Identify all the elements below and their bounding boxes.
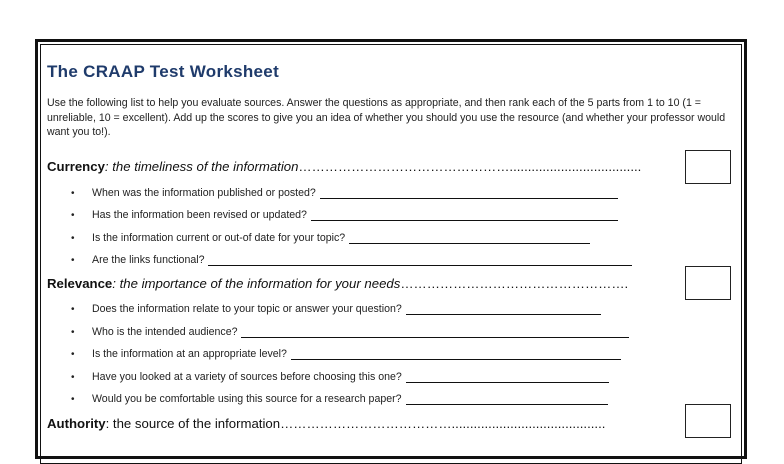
question-row [71,348,621,360]
section-leader-dots: ………………………………………….................................... [298,159,642,174]
answer-line[interactable] [406,396,608,405]
bullet-icon: • [71,255,75,266]
question-row [71,254,632,266]
bullet-icon: • [71,304,75,315]
question-text: Has the information been revised or updated? [92,209,307,221]
worksheet-instructions: Use the following list to help you evaluate sources. Answer the questions as appropriate, and then rank each of the 5 parts from 1 to 10 (1 = unreliable, 10 = excellent). Add up the scores to give you an idea of whether you should you use the resource (and whether your professor would want you to!). [47,97,726,138]
question-row [71,371,609,383]
bullet-icon: • [71,372,75,383]
answer-line[interactable] [406,306,601,315]
question-row [71,303,601,315]
section-leader-dots: ……………………………………………. [400,276,629,291]
answer-line[interactable] [291,351,621,360]
answer-line[interactable] [208,257,632,266]
question-text: Are the links functional? [92,254,205,266]
question-text: Is the information at an appropriate level? [92,348,287,360]
bullet-icon: • [71,210,75,221]
section-name: Authority [47,416,106,431]
question-text: Would you be comfortable using this source for a research paper? [92,393,402,405]
bullet-icon: • [71,327,75,338]
answer-line[interactable] [311,212,618,221]
question-text: Who is the intended audience? [92,326,238,338]
section-heading-authority [47,416,605,431]
bullet-icon: • [71,233,75,244]
answer-line[interactable] [320,190,618,199]
question-row [71,232,590,244]
question-row [71,187,618,199]
score-box-currency[interactable] [685,150,731,184]
question-text: Does the information relate to your topic or answer your question? [92,303,402,315]
answer-line[interactable] [406,374,609,383]
bullet-icon: • [71,188,75,199]
bullet-icon: • [71,349,75,360]
question-row [71,326,629,338]
score-box-authority[interactable] [685,404,731,438]
section-description: : the timeliness of the information [104,159,299,174]
question-row [71,209,618,221]
answer-line[interactable] [241,329,629,338]
question-text: Is the information current or out-of date for your topic? [92,232,346,244]
section-description: : the importance of the information for your needs [112,276,401,291]
question-text: When was the information published or posted? [92,187,316,199]
worksheet-title: The CRAAP Test Worksheet [47,62,280,81]
section-name: Currency [47,159,105,174]
question-text: Have you looked at a variety of sources before choosing this one? [92,371,402,383]
answer-line[interactable] [349,235,590,244]
section-heading-currency [47,159,641,174]
section-name: Relevance [47,276,113,291]
section-heading-relevance [47,276,628,291]
section-leader-dots: ………………………………….......................................... [280,416,606,431]
score-box-relevance[interactable] [685,266,731,300]
question-row [71,393,608,405]
bullet-icon: • [71,394,75,405]
section-description: : the source of the information [105,416,281,431]
